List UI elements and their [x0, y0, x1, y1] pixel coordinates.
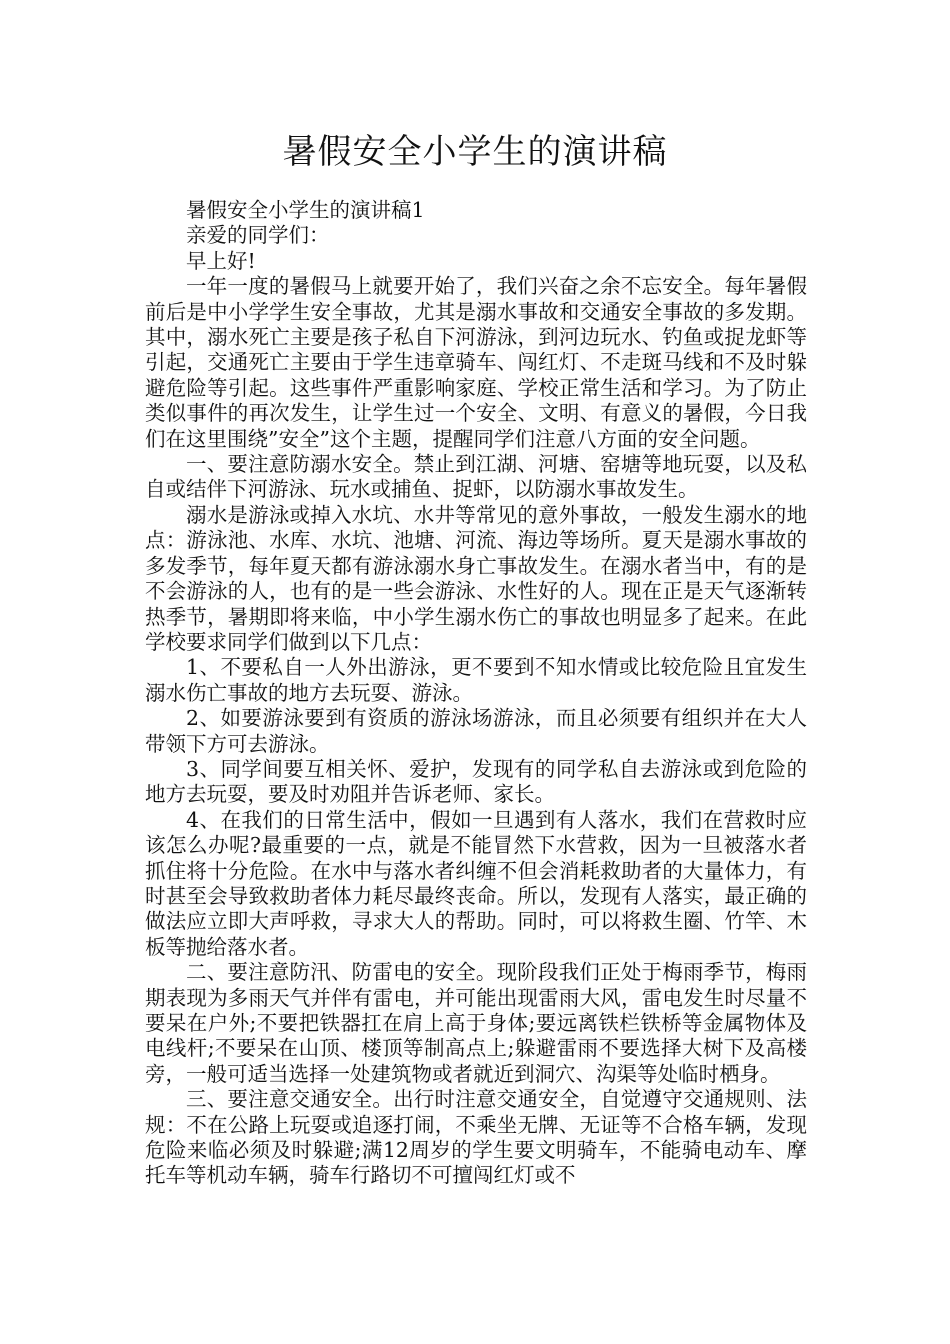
paragraph-rule-3: 3、同学间要互相关怀、爱护，发现有的同学私自去游泳或到危险的地方去玩耍，要及时劝阻并告诉老师、家长。 — [145, 756, 807, 807]
paragraph-rule-2: 2、如要游泳要到有资质的游泳场游泳，而且必须要有组织并在大人带领下方可去游泳。 — [145, 706, 807, 756]
paragraph-drowning-info: 溺水是游泳或掉入水坑、水井等常见的意外事故，一般发生溺水的地点：游泳池、水库、水坑、池塘、河流、海边等场所。夏天是溺水事故的多发季节，每年夏天都有游泳溺水身亡事故发生。在溺水者当中，有的是不会游泳的人，也有的是一些会游泳、水性好的人。现在正是天气逐渐转热季节，暑期即将来临，中小学生溺水伤亡的事故也明显多了起来。在此学校要求同学们做到以下几点： — [145, 502, 807, 654]
paragraph-subtitle: 暑假安全小学生的演讲稿1 — [186, 198, 425, 222]
document-title: 暑假安全小学生的演讲稿 — [282, 132, 668, 172]
document-body — [145, 198, 807, 1189]
paragraph-intro: 一年一度的暑假马上就要开始了，我们兴奋之余不忘安全。每年暑假前后是中小学学生安全事故，尤其是溺水事故和交通安全事故的多发期。其中，溺水死亡主要是孩子私自下河游泳，到河边玩水、钓鱼或捉龙虾等引起，交通死亡主要由于学生违章骑车、闯红灯、不走斑马线和不及时躲避危险等引起。这些事件严重影响家庭、学校正常生活和学习。为了防止类似事件的再次发生，让学生过一个安全、文明、有意义的暑假，今日我们在这里围绕”安全”这个主题，提醒同学们注意八方面的安全问题。 — [145, 274, 807, 451]
paragraph-section-1: 一、要注意防溺水安全。禁止到江湖、河塘、窑塘等地玩耍，以及私自或结伴下河游泳、玩水或捕鱼、捉虾，以防溺水事故发生。 — [145, 452, 807, 502]
paragraph-salutation: 亲爱的同学们： — [186, 223, 330, 248]
paragraph-rule-4: 4、在我们的日常生活中，假如一旦遇到有人落水，我们在营救时应该怎么办呢?最重要的一点，就是不能冒然下水营救，因为一旦被落水者抓住将十分危险。在水中与落水者纠缠不但会消耗救助者的大量体力，有时甚至会导致救助者体力耗尽最终丧命。所以，发现有人落实，最正确的做法应立即大声呼救，寻求大人的帮助。同时，可以将救生圈、竹竿、木板等抛给落水者。 — [145, 807, 807, 959]
paragraph-section-2: 二、要注意防汛、防雷电的安全。现阶段我们正处于梅雨季节，梅雨期表现为多雨天气并伴有雷电，并可能出现雷雨大风，雷电发生时尽量不要呆在户外;不要把铁器扛在肩上高于身体;要远离铁栏铁桥等金属物体及电线杆;不要呆在山顶、楼顶等制高点上;躲避雷雨不要选择大树下及高楼旁，一般可适当选择一处建筑物或者就近到洞穴、沟渠等处临时栖身。 — [145, 960, 807, 1086]
paragraph-greeting: 早上好! — [186, 248, 256, 273]
paragraph-section-3: 三、要注意交通安全。出行时注意交通安全，自觉遵守交通规则、法规：不在公路上玩耍或追逐打闹，不乘坐无牌、无证等不合格车辆，发现危险来临必须及时躲避;满12周岁的学生要文明骑车，不能骑电动车、摩托车等机动车辆，骑车行路切不可擅闯红灯或不 — [145, 1087, 807, 1188]
paragraph-rule-1: 1、不要私自一人外出游泳，更不要到不知水情或比较危险且宜发生溺水伤亡事故的地方去玩耍、游泳。 — [145, 655, 807, 705]
